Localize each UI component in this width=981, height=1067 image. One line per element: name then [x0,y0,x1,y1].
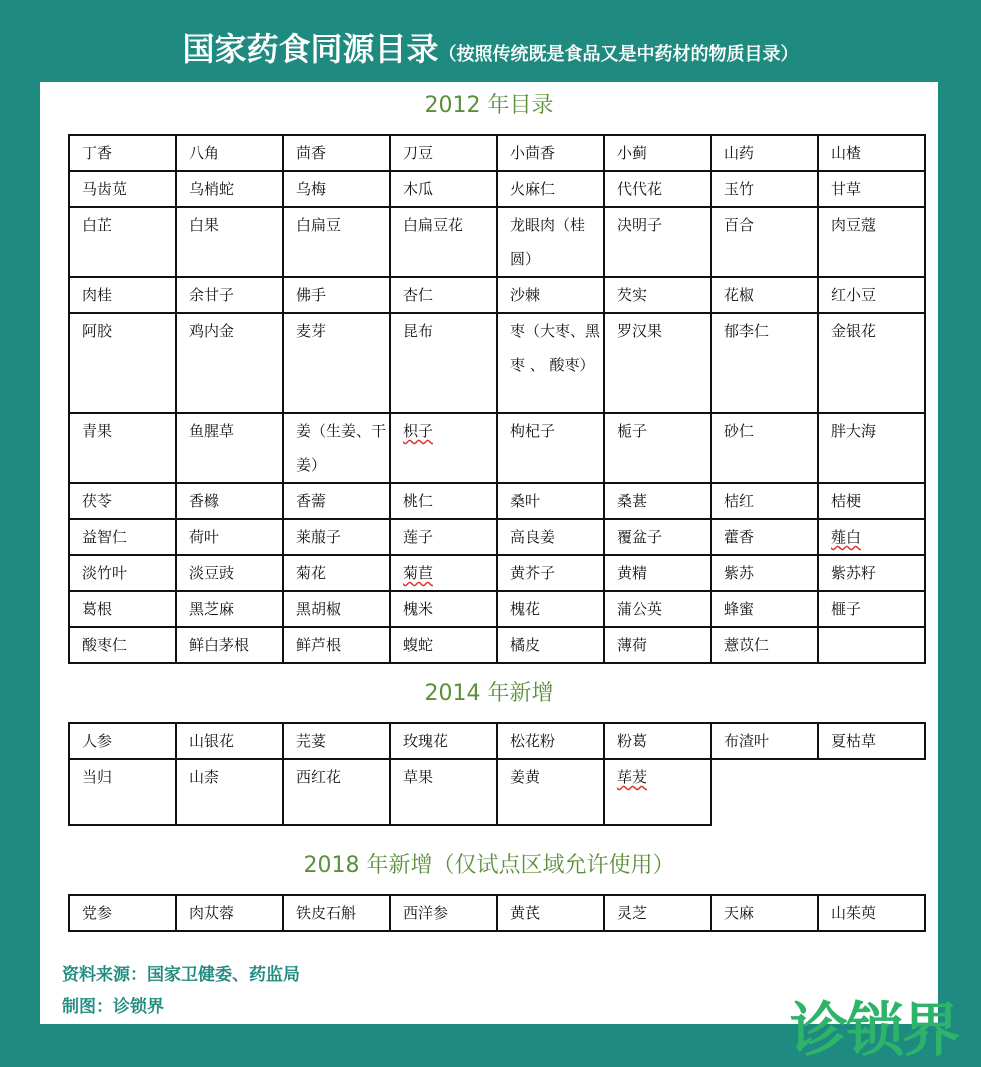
table-cell: 昆布 [390,313,497,413]
table-cell: 铁皮石斛 [283,895,390,931]
flagged-term: 荜茇 [617,768,648,786]
credit-note: 制图：诊锁界 [62,997,164,1017]
table-cell: 高良姜 [497,519,604,555]
table-cell: 槐米 [390,591,497,627]
table-cell: 小蓟 [604,135,711,171]
table-cell: 酸枣仁 [69,627,176,663]
table-cell: 茯苓 [69,483,176,519]
table-cell: 白扁豆花 [390,207,497,277]
table-cell: 肉豆蔻 [818,207,925,277]
table-cell: 鸡内金 [176,313,283,413]
table-cell: 白果 [176,207,283,277]
table-cell: 蜂蜜 [711,591,818,627]
flagged-term: 菊苣 [403,564,434,582]
table-cell: 布渣叶 [711,723,818,759]
flagged-term: 枳子 [403,422,434,440]
table-cell: 黑胡椒 [283,591,390,627]
table-cell: 肉桂 [69,277,176,313]
table-cell: 薄荷 [604,627,711,663]
table-cell: 当归 [69,759,176,825]
table-cell: 杏仁 [390,277,497,313]
table-cell: 丁香 [69,135,176,171]
table-cell: 党参 [69,895,176,931]
table-cell: 代代花 [604,171,711,207]
page-title: 国家药食同源目录 [182,30,439,68]
table-cell: 木瓜 [390,171,497,207]
table-cell: 郁李仁 [711,313,818,413]
brand-logo: 诊锁界 [790,996,959,1064]
table-row [69,723,925,759]
flagged-term: 薤白 [831,528,862,546]
table-cell: 胖大海 [818,413,925,483]
table-cell: 桔红 [711,483,818,519]
table-cell: 青果 [69,413,176,483]
table-cell [390,555,497,591]
table-cell: 芫荽 [283,723,390,759]
source-note: 资料来源：国家卫健委、药监局 [62,965,300,985]
table-cell: 蝮蛇 [390,627,497,663]
table-cell: 芡实 [604,277,711,313]
table-cell: 草果 [390,759,497,825]
table-row [69,207,925,277]
table-cell: 莱菔子 [283,519,390,555]
table-cell: 荷叶 [176,519,283,555]
table-cell: 鲜芦根 [283,627,390,663]
table-cell: 佛手 [283,277,390,313]
table-cell: 八角 [176,135,283,171]
table-cell: 淡竹叶 [69,555,176,591]
table-cell: 阿胶 [69,313,176,413]
table-cell: 山楂 [818,135,925,171]
table-row [69,413,925,483]
table-cell: 小茴香 [497,135,604,171]
table-cell: 夏枯草 [818,723,925,759]
table-cell: 香橼 [176,483,283,519]
page-subtitle: （按照传统既是食品又是中药材的物质目录） [438,44,799,65]
table-cell: 砂仁 [711,413,818,483]
table-cell: 鲜白茅根 [176,627,283,663]
table-cell: 淡豆豉 [176,555,283,591]
table-row [69,627,925,663]
table-cell: 玉竹 [711,171,818,207]
table-row [69,519,925,555]
table-cell: 藿香 [711,519,818,555]
table-row [69,277,925,313]
table-cell: 桑葚 [604,483,711,519]
table-cell: 麦芽 [283,313,390,413]
table-cell: 龙眼肉（桂圆） [497,207,604,277]
table-row [69,591,925,627]
table-cell: 粉葛 [604,723,711,759]
document-paper [40,82,938,1024]
table-cell: 桔梗 [818,483,925,519]
table-row [69,555,925,591]
table-cell: 姜（生姜、干姜） [283,413,390,483]
table-cell: 黄芥子 [497,555,604,591]
table-cell: 枣（大枣、黑 枣 、 酸枣） [497,313,604,413]
table-cell: 薏苡仁 [711,627,818,663]
table-cell: 白芷 [69,207,176,277]
table-cell: 黄芪 [497,895,604,931]
table-cell [818,519,925,555]
section-title-2014: 2014 年新增 [424,681,554,706]
table-cell: 紫苏 [711,555,818,591]
section-title-2012: 2012 年目录 [424,93,554,118]
table-cell: 蒲公英 [604,591,711,627]
table-cell: 桃仁 [390,483,497,519]
table-cell: 紫苏籽 [818,555,925,591]
table-row [69,313,925,413]
table-cell: 葛根 [69,591,176,627]
table-cell: 甘草 [818,171,925,207]
empty-cell [711,759,818,825]
table-row [69,759,925,825]
empty-cell [818,759,925,825]
table-cell: 乌梅 [283,171,390,207]
table-cell: 山茱萸 [818,895,925,931]
table-cell: 益智仁 [69,519,176,555]
table-cell: 沙棘 [497,277,604,313]
table-cell: 红小豆 [818,277,925,313]
table-cell: 松花粉 [497,723,604,759]
table-cell: 栀子 [604,413,711,483]
table-cell: 茴香 [283,135,390,171]
table-cell [818,627,925,663]
table-cell: 槐花 [497,591,604,627]
page-header [0,0,981,82]
table-2018 [68,894,926,932]
table-cell: 百合 [711,207,818,277]
table-cell: 香薷 [283,483,390,519]
table-cell: 马齿苋 [69,171,176,207]
table-cell: 西洋参 [390,895,497,931]
table-cell: 鱼腥草 [176,413,283,483]
table-cell: 乌梢蛇 [176,171,283,207]
table-cell: 火麻仁 [497,171,604,207]
table-cell: 菊花 [283,555,390,591]
table-cell: 山银花 [176,723,283,759]
table-cell: 枸杞子 [497,413,604,483]
table-row [69,135,925,171]
table-cell: 榧子 [818,591,925,627]
table-cell: 桑叶 [497,483,604,519]
table-cell: 人参 [69,723,176,759]
table-cell: 山柰 [176,759,283,825]
table-cell: 罗汉果 [604,313,711,413]
table-cell: 西红花 [283,759,390,825]
table-2012 [68,134,926,664]
table-cell: 橘皮 [497,627,604,663]
table-cell: 山药 [711,135,818,171]
table-cell: 灵芝 [604,895,711,931]
table-cell: 金银花 [818,313,925,413]
table-cell: 玫瑰花 [390,723,497,759]
table-cell: 莲子 [390,519,497,555]
table-cell: 天麻 [711,895,818,931]
table-row [69,895,925,931]
table-cell: 黑芝麻 [176,591,283,627]
table-cell: 刀豆 [390,135,497,171]
table-cell: 花椒 [711,277,818,313]
table-row [69,483,925,519]
table-cell: 黄精 [604,555,711,591]
table-2014 [68,722,926,826]
table-cell: 覆盆子 [604,519,711,555]
table-cell: 肉苁蓉 [176,895,283,931]
table-cell: 白扁豆 [283,207,390,277]
section-title-2018: 2018 年新增（仅试点区域允许使用） [303,853,675,878]
table-cell [604,759,711,825]
table-cell [390,413,497,483]
table-row [69,171,925,207]
table-cell: 姜黄 [497,759,604,825]
table-cell: 决明子 [604,207,711,277]
table-cell: 余甘子 [176,277,283,313]
